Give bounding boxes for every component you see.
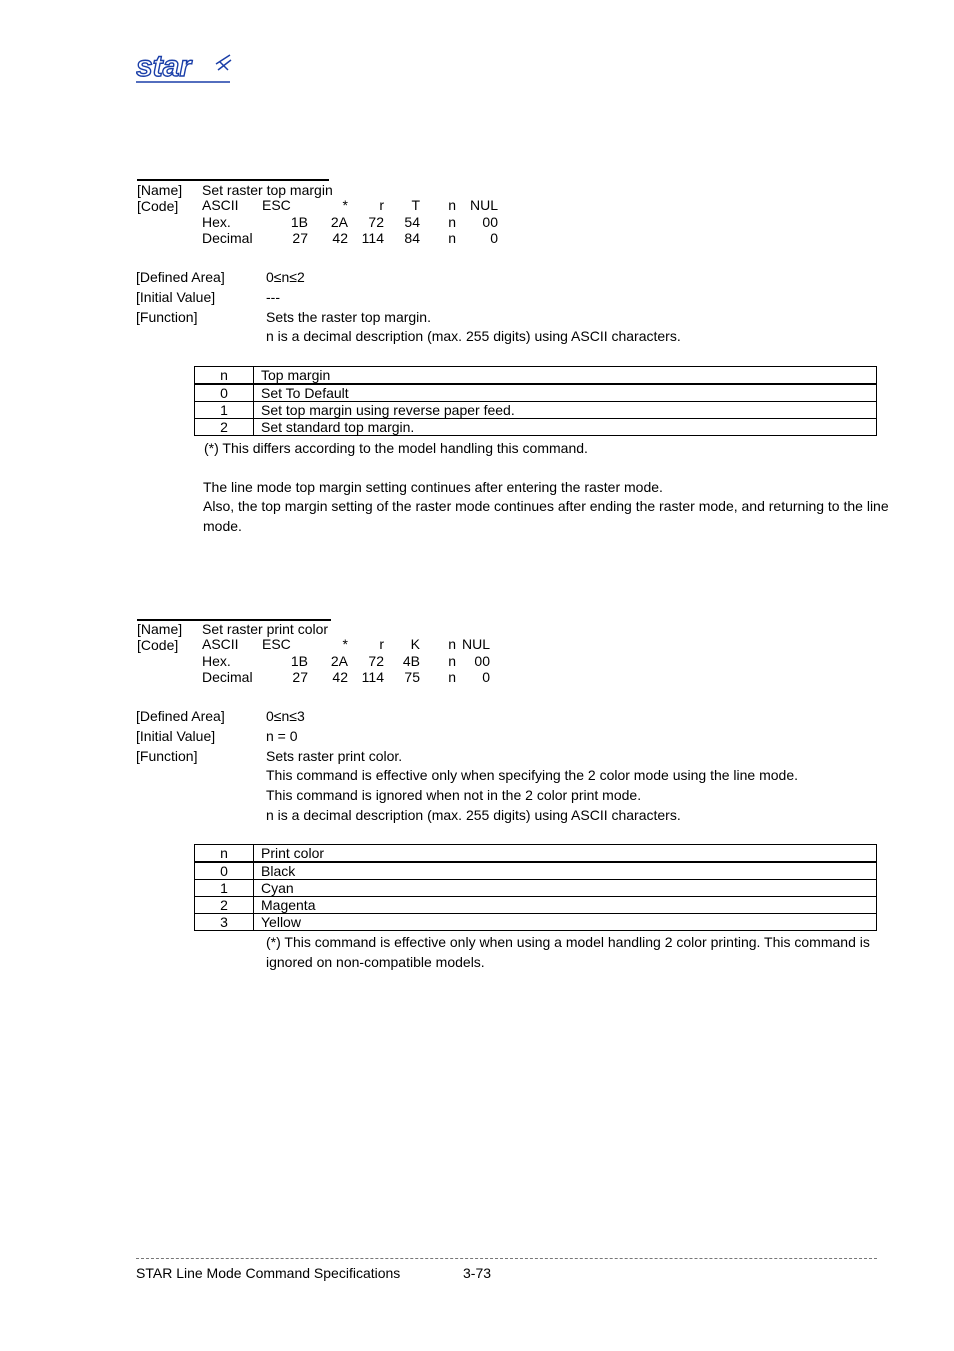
command-name: Set raster print color	[202, 621, 329, 637]
star-logo	[136, 50, 232, 84]
table-row: 0 Black	[195, 862, 877, 880]
code-row-hex: Hex. 1B 2A 72 54 n 00	[202, 213, 498, 230]
table-row: 1 Cyan	[195, 880, 877, 897]
function-line: n is a decimal description (max. 255 digits) using ASCII characters.	[266, 807, 681, 823]
defined-area-value: 0≤n≤2	[266, 269, 305, 285]
code-row-decimal: Decimal 27 42 114 84 n 0	[202, 230, 498, 246]
code-row-ascii: ASCII ESC * r K n NUL	[202, 636, 490, 652]
defined-area-label: [Defined Area]	[136, 708, 225, 724]
table-note: (*) This differs according to the model handling this command.	[204, 440, 588, 456]
top-margin-table	[194, 366, 877, 436]
defined-area-label: [Defined Area]	[136, 269, 225, 285]
code-row-ascii: ASCII ESC * r T n NUL	[202, 197, 498, 213]
table-row: 2 Magenta	[195, 897, 877, 914]
page-number: 3-73	[463, 1265, 492, 1281]
section-rule	[137, 179, 329, 181]
function-line: This command is ignored when not in the 2 color print mode.	[266, 787, 642, 803]
initial-value-label: [Initial Value]	[136, 289, 216, 305]
code-row-hex: Hex. 1B 2A 72 4B n 00	[202, 652, 490, 669]
table-row: 3 Yellow	[195, 914, 877, 931]
name-label: [Name]	[137, 182, 183, 198]
table-row: 0 Set To Default	[195, 384, 877, 402]
function-line: n is a decimal description (max. 255 digits) using ASCII characters.	[266, 328, 681, 344]
code-row-decimal: Decimal 27 42 114 75 n 0	[202, 669, 490, 685]
table-header-row: n Print color	[195, 845, 877, 863]
footer-divider	[136, 1258, 877, 1259]
print-color-table	[194, 844, 877, 931]
function-label: [Function]	[136, 309, 198, 325]
code-table	[202, 197, 498, 247]
function-line: Sets raster print color.	[266, 748, 403, 764]
table-note: (*) This command is effective only when using a model handling 2 color printing. This command is ignored on non-compatible models.	[266, 934, 870, 970]
initial-value: ---	[266, 289, 280, 305]
code-table	[202, 636, 490, 686]
initial-value-label: [Initial Value]	[136, 728, 216, 744]
function-label: [Function]	[136, 748, 198, 764]
footer-title: STAR Line Mode Command Specifications	[136, 1265, 401, 1281]
code-label: [Code]	[137, 637, 179, 653]
command-name: Set raster top margin	[202, 182, 333, 198]
initial-value: n = 0	[266, 728, 298, 744]
table-header-row: n Top margin	[195, 367, 877, 385]
paragraph: The line mode top margin setting continues after entering the raster mode.	[203, 479, 663, 495]
table-row: 1 Set top margin using reverse paper feed.	[195, 402, 877, 419]
name-label: [Name]	[137, 621, 183, 637]
function-line: Sets the raster top margin.	[266, 309, 431, 325]
function-line: This command is effective only when specifying the 2 color mode using the line mode.	[266, 767, 799, 783]
svg-text:star: star	[136, 50, 192, 83]
code-label: [Code]	[137, 198, 179, 214]
paragraph: Also, the top margin setting of the raster mode continues after ending the raster mode, and returning to the line mode.	[203, 498, 889, 534]
defined-area-value: 0≤n≤3	[266, 708, 305, 724]
table-row: 2 Set standard top margin.	[195, 419, 877, 436]
